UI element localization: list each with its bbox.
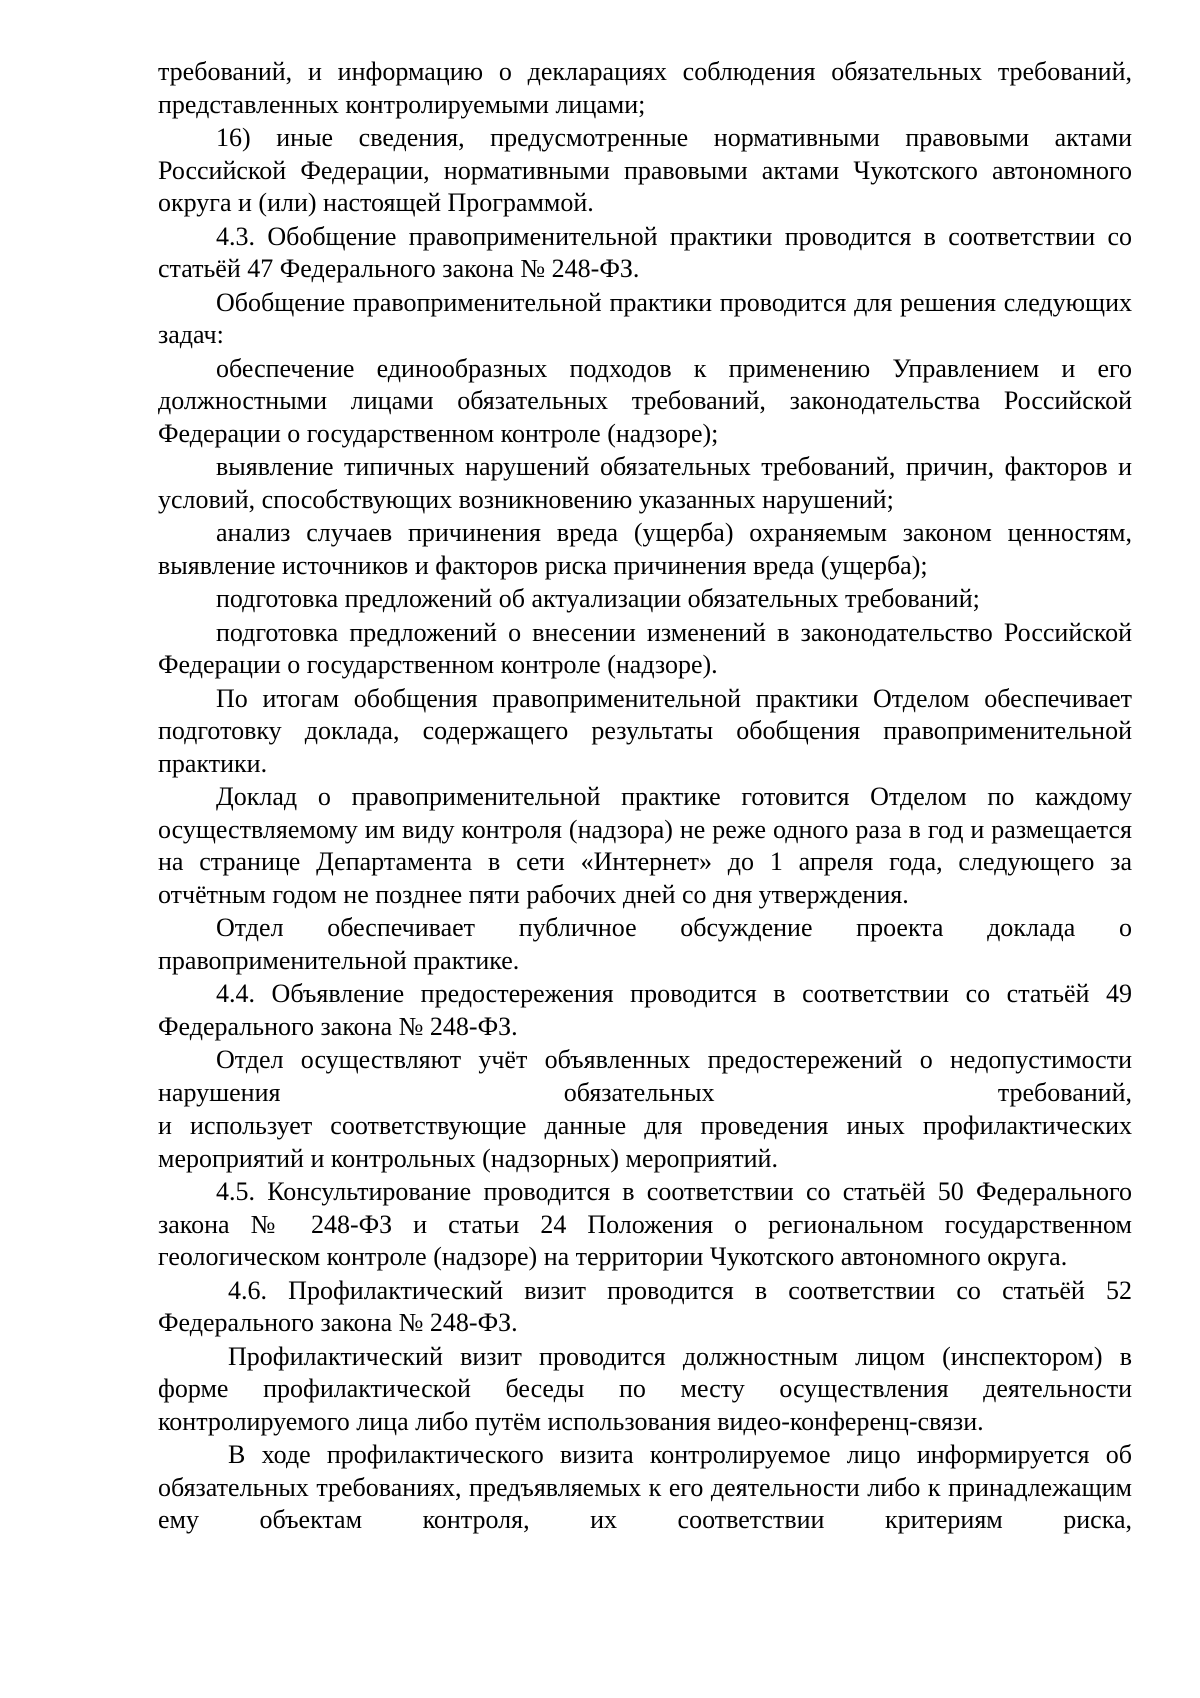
paragraph-4: Обобщение правоприменительной практики проводится для решения следующих задач:: [158, 287, 1132, 349]
paragraph-15: и использует соответствующие данные для проведения иных профилактических мероприятий и контрольных (надзорных) мероприятий.: [158, 1111, 1132, 1173]
paragraph-7: анализ случаев причинения вреда (ущерба) охраняемым законом ценностям, выявление источников и факторов риска причинения вреда (ущерба);: [158, 518, 1132, 580]
paragraph-12: Отдел обеспечивает публичное обсуждение проекта доклада о правоприменительной практике.: [158, 913, 1132, 975]
paragraph-6: выявление типичных нарушений обязательных требований, причин, факторов и условий, способствующих возникновению указанных нарушений;: [158, 452, 1132, 514]
paragraph-2: 16) иные сведения, предусмотренные нормативными правовыми актами Российской Федерации, нормативными правовыми актами Чукотского автономного округа и (или) настоящей Программой.: [158, 123, 1132, 217]
paragraph-19: В ходе профилактического визита контролируемое лицо информируется об обязательных требованиях, предъявляемых к его деятельности либо к принадлежащим ему объектам контроля, их соответствии критериям риска,: [158, 1440, 1132, 1534]
paragraph-10: По итогам обобщения правоприменительной практики Отделом обеспечивает подготовку доклада, содержащего результаты обобщения правоприменительной практики.: [158, 683, 1132, 778]
paragraph-5: обеспечение единообразных подходов к применению Управлением и его должностными лицами обязательных требований, законодательства Российской Федерации о государственном контроле (надзоре);: [158, 353, 1132, 448]
paragraph-8: подготовка предложений об актуализации обязательных требований;: [216, 584, 980, 613]
paragraph-11: Доклад о правоприменительной практике готовится Отделом по каждому осуществляемому им виду контроля (надзора) не реже одного раза в год и размещается на странице Департамента в сети «Интернет» до 1 апреля года, следующего за отчётным годом не позднее пяти рабочих дней со дня утверждения.: [158, 782, 1132, 909]
paragraph-14: Отдел осуществляют учёт объявленных предостережений о недопустимости нарушения обязательных требований,: [158, 1045, 1132, 1107]
paragraph-16: 4.5. Консультирование проводится в соответствии со статьёй 50 Федерального закона № 248-ФЗ и статьи 24 Положения о региональном государственном геологическом контроле (надзоре) на территории Чукотского автономного округа.: [158, 1177, 1132, 1271]
paragraph-17: 4.6. Профилактический визит проводится в соответствии со статьёй 52 Федерального закона № 248-ФЗ.: [158, 1275, 1132, 1337]
paragraph-18: Профилактический визит проводится должностным лицом (инспектором) в форме профилактической беседы по месту осуществления деятельности контролируемого лица либо путём использования видео-конференц-связи.: [158, 1341, 1132, 1436]
paragraph-3: 4.3. Обобщение правоприменительной практики проводится в соответствии со статьёй 47 Федерального закона № 248-ФЗ.: [158, 221, 1132, 283]
paragraph-9: подготовка предложений о внесении изменений в законодательство Российской Федерации о государственном контроле (надзоре).: [158, 617, 1132, 679]
paragraph-1: требований, и информацию о декларациях соблюдения обязательных требований, представленных контролируемыми лицами;: [158, 57, 1132, 119]
paragraph-13: 4.4. Объявление предостережения проводится в соответствии со статьёй 49 Федерального закона № 248-ФЗ.: [158, 979, 1132, 1041]
